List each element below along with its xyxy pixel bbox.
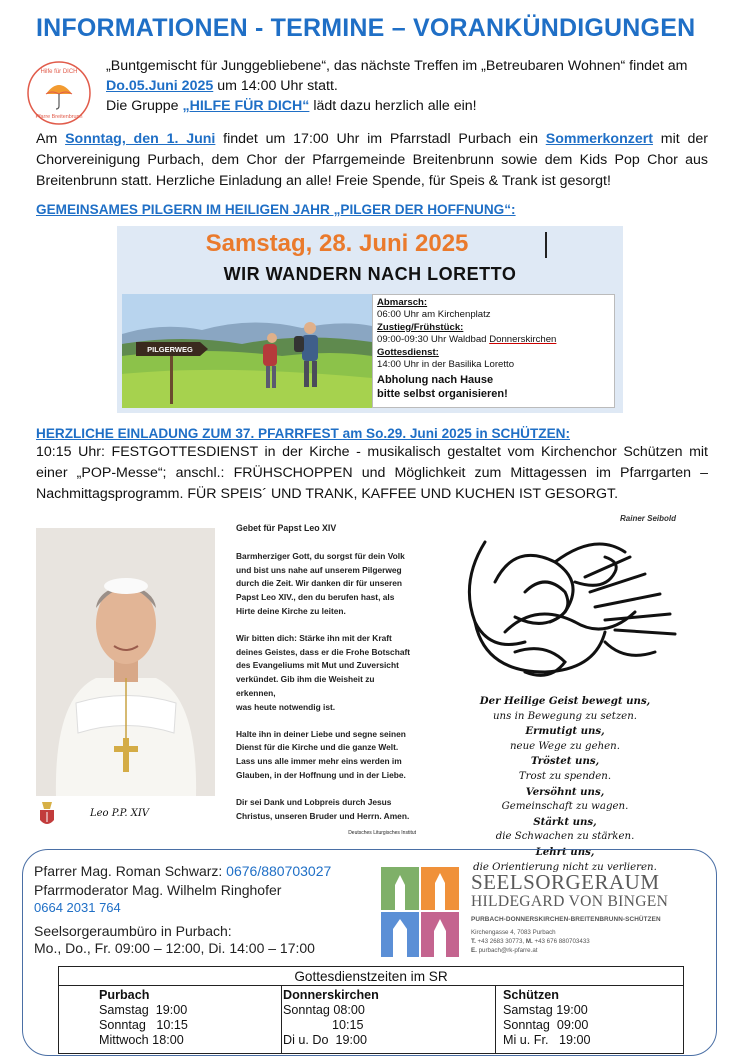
table-divider bbox=[281, 986, 282, 1053]
prayer-source: Deutsches Liturgisches Institut bbox=[348, 830, 416, 837]
event-link-konzert: Sommerkonzert bbox=[545, 131, 653, 147]
banner-date: Samstag, 28. Juni 2025 bbox=[205, 230, 469, 257]
prayer-text bbox=[236, 522, 416, 841]
text-cursor bbox=[545, 232, 547, 258]
sommerkonzert-notice: Am Sonntag, den 1. Juni findet um 17:00 Uhr im Pfarrstadl Purbach ein Sommerkonzert mit der Chorvereinigung Purbach, dem Chor der Pfarrgemeinde Breitenbrunn sowie dem Kids Pop Chor aus Breitenbrunn statt. Herzliche Einladung an alle! Freie Spende, für Speis & Trank ist gesorgt! bbox=[36, 131, 708, 189]
prayer-stanza-2: Wir bitten dich: Stärke ihn mit der Kraft deines Geistes, dass er die Frohe Botschaft des Evangeliums mit Mut und Zuversicht verkündet. Gib ihm die Weisheit zu erkennen, was heute notwendig ist. bbox=[236, 632, 411, 712]
prayer-stanza-3: Halte ihn in deiner Liebe und segne seinen Dienst für die Kirche und die ganze Welt. Lass uns alle immer mehr eins werden im Glauben, in der Hoffnung und in der Liebe. bbox=[236, 728, 406, 780]
abmarsch-label: Abmarsch: bbox=[377, 297, 428, 308]
seelsorgeraum-logo bbox=[381, 867, 459, 957]
table-row: 10:15 bbox=[283, 1018, 364, 1032]
table-row: Sonntag 08:00 bbox=[283, 1003, 365, 1017]
zustieg-text: 09:00-09:30 Uhr Waldbad Donnerskirchen bbox=[377, 334, 557, 346]
column-purbach: Purbach Samstag 19:00 Sonntag 10:15 Mittwoch 18:00 bbox=[99, 988, 188, 1047]
artist-name: Rainer Seibold bbox=[620, 514, 677, 523]
holy-spirit-dove-drawing bbox=[455, 522, 691, 686]
pope-signature: Leo P.P. XIV bbox=[90, 808, 149, 819]
table-title: Gottesdienstzeiten im SR bbox=[59, 967, 683, 986]
date-link-konzert: Sonntag, den 1. Juni bbox=[65, 131, 216, 147]
poem-line: neue Wege zu gehen. bbox=[510, 740, 620, 752]
mass-times-table bbox=[58, 966, 684, 1054]
table-row: Samstag 19:00 bbox=[503, 1003, 588, 1017]
sr-title: SEELSORGERAUM bbox=[471, 870, 660, 894]
poem-line: Stärkt uns, bbox=[533, 815, 597, 828]
pilgern-heading: GEMEINSAMES PILGERN IM HEILIGEN JAHR „PILGER DER HOFFNUNG“: bbox=[36, 202, 516, 217]
table-row: Mi u. Fr. 19:00 bbox=[503, 1033, 591, 1047]
table-row: Di u. Do 19:00 bbox=[283, 1033, 368, 1047]
poem-line: Gemeinschaft zu wagen. bbox=[501, 801, 629, 813]
sr-parishes: PURBACH-DONNERSKIRCHEN-BREITENBRUNN-SCHÜTZEN bbox=[471, 916, 661, 923]
poem-line: Versöhnt uns, bbox=[525, 785, 605, 798]
prayer-stanza-4: Dir sei Dank und Lobpreis durch Jesus Christus, unseren Bruder und Herrn. Amen. bbox=[236, 796, 410, 821]
sr-address-block bbox=[471, 928, 668, 955]
moderator-line: Pfarrmoderator Mag. Wilhelm Ringhofer bbox=[34, 882, 282, 898]
zustieg-label: Zustieg/Frühstück: bbox=[377, 321, 464, 333]
pfarrer-line: Pfarrer Mag. Roman Schwarz: 0676/880703027 bbox=[34, 863, 332, 879]
pfarrfest-text: 10:15 Uhr: FESTGOTTESDIENST in der Kirche - musikalisch gestaltet vom Kirchenchor Schützen mit einer „POP-Messe“; anschl.: FRÜHSCHOPPEN und Möglichkeit zum Mittagessen im Pfarrgarten – Nachmittagsprogramm. FÜR SPEIS´ UND TRANK, KAFFEE UND KUCHEN IST GESORGT. bbox=[36, 444, 708, 502]
abholung-line-1: Abholung nach Hause bbox=[377, 374, 494, 387]
buero-line: Seelsorgeraumbüro in Purbach: bbox=[34, 923, 232, 939]
poem-line: uns in Bewegung zu setzen. bbox=[492, 710, 638, 722]
holy-spirit-poem bbox=[440, 694, 690, 875]
prayer-title: Gebet für Papst Leo XIV bbox=[236, 523, 337, 533]
gottesdienst-text: 14:00 Uhr in der Basilika Loretto bbox=[377, 359, 515, 371]
poem-line: Der Heilige Geist bewegt uns, bbox=[479, 695, 651, 707]
gottesdienst-label: Gottesdienst: bbox=[377, 346, 439, 358]
abmarsch-text: 06:00 Uhr am Kirchenplatz bbox=[377, 309, 491, 321]
table-row: Mittwoch 18:00 bbox=[99, 1033, 184, 1047]
table-row: Samstag 19:00 bbox=[99, 1003, 188, 1017]
sr-subtitle: HILDEGARD VON BINGEN bbox=[471, 893, 669, 910]
poem-line: Lehrt uns, bbox=[535, 845, 595, 858]
prayer-stanza-1: Barmherziger Gott, du sorgst für dein Volk und bist uns nahe auf unserem Pilgerweg durch die Zeit. Wir danken dir für unseren Papst Leo XIV., den du berufen hast, als Hirte deine Kirche zu leiten. bbox=[236, 550, 405, 616]
poem-line: Ermutigt uns, bbox=[525, 725, 605, 738]
column-schuetzen: Schützen Samstag 19:00 Sonntag 09:00 Mi u. Fr. 19:00 bbox=[503, 988, 591, 1047]
office-hours: Mo., Do., Fr. 09:00 – 12:00, Di. 14:00 – 17:00 bbox=[34, 940, 315, 956]
logo-bottom-text: Pfarre Breitenbrunn bbox=[35, 114, 83, 120]
banner-headline: WIR WANDERN NACH LORETTO bbox=[223, 264, 517, 284]
pilger-info-box bbox=[372, 294, 615, 408]
date-link-buntgemischt: Do.05.Juni 2025 bbox=[106, 78, 214, 94]
table-row: Sonntag 10:15 bbox=[99, 1018, 188, 1032]
pfarrfest-heading: HERZLICHE EINLADUNG ZUM 37. PFARRFEST am So.29. Juni 2025 in SCHÜTZEN: bbox=[36, 426, 571, 441]
sr-email: E. purbach@rk-pfarre.at bbox=[471, 947, 538, 954]
logo-top-text: Hilfe für DICH bbox=[40, 69, 78, 75]
page-title: INFORMATIONEN - TERMINE – VORANKÜNDIGUNGEN bbox=[36, 14, 696, 42]
seelsorgeraum-text bbox=[471, 870, 668, 955]
abholung-line-2: bitte selbst organisieren! bbox=[377, 388, 508, 401]
pilgerweg-sign: PILGERWEG bbox=[147, 345, 193, 354]
column-donnerskirchen: Donnerskirchen Sonntag 08:00 10:15 Di u. Do 19:00 bbox=[283, 988, 379, 1047]
pope-portrait bbox=[36, 528, 215, 796]
sr-address: Kirchengasse 4, 7083 Purbach bbox=[471, 929, 556, 936]
group-link-hilfe: „HILFE FÜR DICH“ bbox=[182, 98, 310, 114]
hikers-photo bbox=[122, 294, 372, 408]
table-row: Sonntag 09:00 bbox=[503, 1018, 589, 1032]
hilfe-fuer-dich-logo bbox=[26, 60, 92, 126]
poem-line: die Schwachen zu stärken. bbox=[495, 831, 635, 843]
sr-phone: T. +43 2683 30773, M. +43 676 880703433 bbox=[471, 938, 590, 945]
pfarrer-phone[interactable]: 0676/880703027 bbox=[226, 863, 332, 879]
moderator-phone[interactable]: 0664 2031 764 bbox=[34, 900, 121, 915]
poem-line: Tröstet uns, bbox=[530, 755, 600, 768]
pilger-banner bbox=[117, 226, 623, 413]
buntgemischt-notice: „Buntgemischt für Junggebliebene“, das nächste Treffen im „Betreubaren Wohnen“ findet am Do.05.Juni 2025 um 14:00 Uhr statt. Die Gruppe „HILFE FÜR DICH“ lädt dazu herzlich alle ein! bbox=[106, 58, 688, 114]
table-divider bbox=[495, 986, 496, 1053]
poem-line: Trost zu spenden. bbox=[518, 770, 612, 782]
poem-line: die Orientierung nicht zu verlieren. bbox=[473, 861, 657, 873]
papal-crest-icon bbox=[36, 800, 58, 830]
